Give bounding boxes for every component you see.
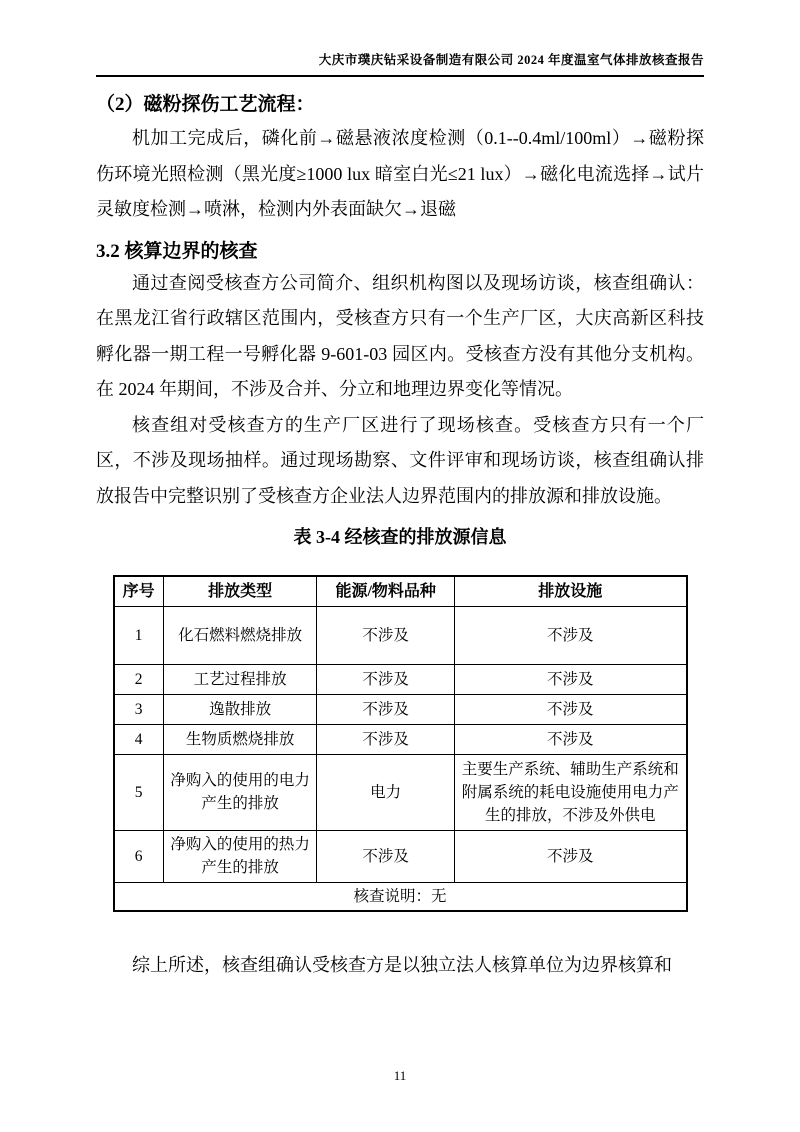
cell-facility: 不涉及	[454, 664, 686, 694]
table-header-seq: 序号	[114, 576, 164, 606]
cell-fuel-kind: 不涉及	[317, 606, 455, 664]
cell-seq: 1	[114, 606, 164, 664]
cell-seq: 4	[114, 724, 164, 754]
table-row	[114, 664, 687, 694]
heading-process-flow: （2）磁粉探伤工艺流程：	[96, 94, 315, 115]
cell-fuel-kind: 不涉及	[317, 694, 455, 724]
cell-emission-type: 工艺过程排放	[163, 664, 317, 694]
paragraph-process-flow: 机加工完成后，磷化前→磁悬液浓度检测（0.1--0.4ml/100ml）→磁粉探伤环境光照检测（黑光度≥1000 lux 暗室白光≤21 lux）→磁化电流选择→试片灵敏度检测→喷淋，检测内外表面缺欠→退磁	[96, 128, 704, 219]
cell-facility: 不涉及	[454, 830, 686, 882]
cell-seq: 6	[114, 830, 164, 882]
paragraph-boundary-check-1: 通过查阅受核查方公司简介、组织机构图以及现场访谈，核查组确认：在黑龙江省行政辖区范围内，受核查方只有一个生产厂区，大庆高新区科技孵化器一期工程一号孵化器 9-601-03 园区内。受核查方没有其他分支机构。在 2024 年期间，不涉及合并、分立和地理边界变化等情况。	[96, 272, 704, 399]
table-header-fuel-kind: 能源/物料品种	[317, 576, 455, 606]
cell-facility: 不涉及	[454, 606, 686, 664]
table-footer-note: 核查说明：无	[114, 882, 687, 911]
table-header-facility: 排放设施	[454, 576, 686, 606]
cell-fuel-kind: 不涉及	[317, 830, 455, 882]
running-header	[96, 50, 704, 77]
heading-section-3-2: 3.2 核算边界的核查	[96, 240, 258, 262]
cell-seq: 3	[114, 694, 164, 724]
table-header-row	[114, 576, 687, 606]
cell-fuel-kind: 电力	[317, 754, 455, 830]
cell-emission-type: 化石燃料燃烧排放	[163, 606, 317, 664]
cell-facility: 不涉及	[454, 724, 686, 754]
table-caption: 表 3-4 经核查的排放源信息	[293, 527, 507, 547]
paragraph-summary: 综上所述，核查组确认受核查方是以独立法人核算单位为边界核算和	[132, 954, 672, 975]
cell-facility: 不涉及	[454, 694, 686, 724]
table-row	[114, 754, 687, 830]
cell-fuel-kind: 不涉及	[317, 724, 455, 754]
table-footer-row	[114, 882, 687, 911]
table-row	[114, 724, 687, 754]
paragraph-boundary-check-2: 核查组对受核查方的生产厂区进行了现场核查。受核查方只有一个厂区，不涉及现场抽样。通过现场勘察、文件评审和现场访谈，核查组确认排放报告中完整识别了受核查方企业法人边界范围内的排放源和排放设施。	[96, 414, 704, 506]
cell-emission-type: 逸散排放	[163, 694, 317, 724]
cell-seq: 2	[114, 664, 164, 694]
table-row	[114, 606, 687, 664]
cell-emission-type: 净购入的使用的热力产生的排放	[163, 830, 317, 882]
running-header-text: 大庆市璞庆钻采设备制造有限公司 2024 年度温室气体排放核查报告	[318, 53, 704, 67]
cell-facility: 主要生产系统、辅助生产系统和附属系统的耗电设施使用电力产生的排放，不涉及外供电	[454, 754, 686, 830]
cell-emission-type: 净购入的使用的电力产生的排放	[163, 754, 317, 830]
cell-emission-type: 生物质燃烧排放	[163, 724, 317, 754]
table-row	[114, 694, 687, 724]
cell-seq: 5	[114, 754, 164, 830]
table-row	[114, 830, 687, 882]
emission-source-table	[113, 575, 688, 912]
table-header-emission-type: 排放类型	[163, 576, 317, 606]
cell-fuel-kind: 不涉及	[317, 664, 455, 694]
page-number: 11	[393, 1068, 407, 1083]
